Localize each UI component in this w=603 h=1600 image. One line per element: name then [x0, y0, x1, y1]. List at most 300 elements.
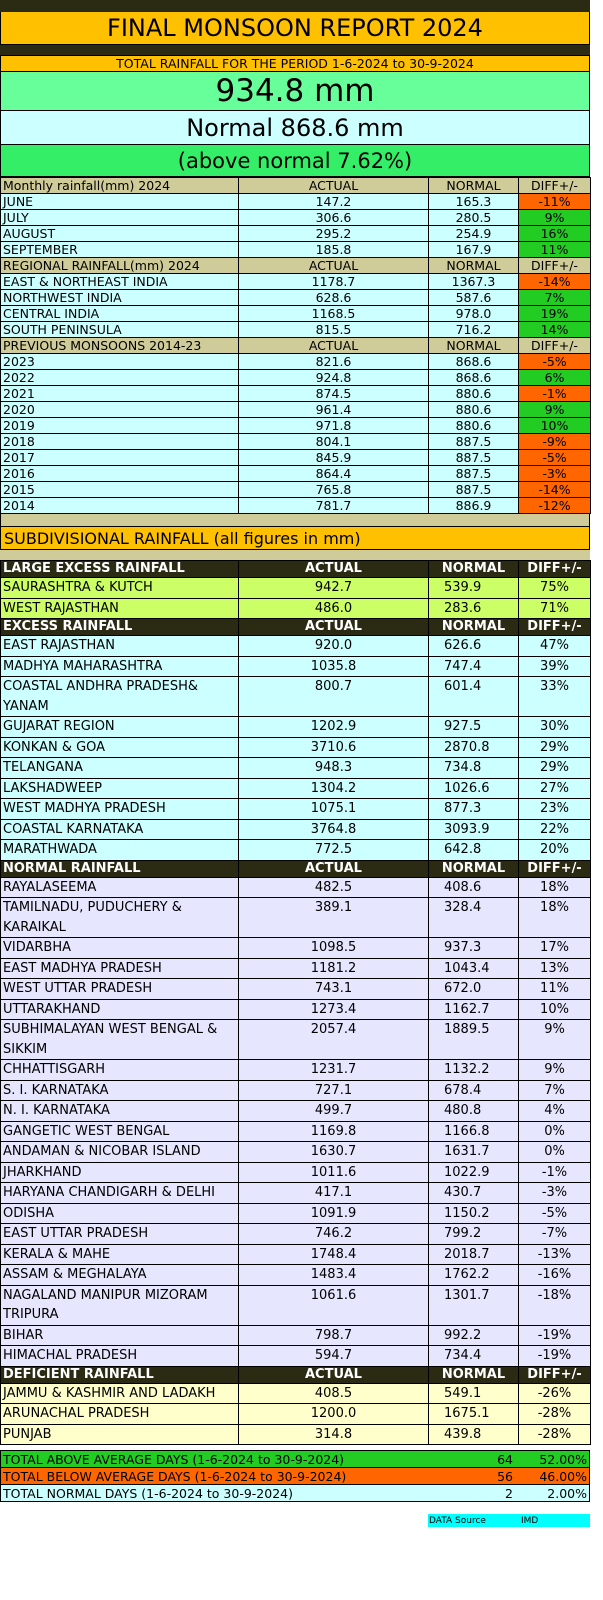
- value-cell: 880.6: [429, 418, 519, 434]
- value-cell: 587.6: [429, 290, 519, 306]
- value-cell: 868.6: [429, 370, 519, 386]
- value-cell: 1630.7: [239, 1142, 429, 1163]
- value-cell: 328.4: [429, 898, 519, 938]
- value-cell: 314.8: [239, 1424, 429, 1445]
- regional-header-cell: ACTUAL: [239, 258, 429, 274]
- previous-header-cell: ACTUAL: [239, 338, 429, 354]
- monthly-header-row: [1, 178, 591, 194]
- diff-cell: -1%: [519, 386, 591, 402]
- regional-header-cell: DIFF+/-: [519, 258, 591, 274]
- previous-row: [1, 402, 591, 418]
- value-cell: 408.6: [429, 877, 519, 898]
- regional-row-label: NORTHWEST INDIA: [1, 290, 239, 306]
- value-cell: 3710.6: [239, 737, 429, 758]
- value-cell: 798.7: [239, 1325, 429, 1346]
- category-header-cell: ACTUAL: [239, 561, 429, 578]
- diff-cell: 4%: [519, 1101, 591, 1122]
- value-cell: 1231.7: [239, 1060, 429, 1081]
- category-header-row: [1, 619, 591, 636]
- subdivision-name: SUBHIMALAYAN WEST BENGAL & SIKKIM: [1, 1020, 239, 1060]
- days-row: [0, 1450, 590, 1468]
- value-cell: 937.3: [429, 938, 519, 959]
- subdivision-row: [1, 636, 591, 657]
- value-cell: 594.7: [239, 1346, 429, 1367]
- previous-row: [1, 418, 591, 434]
- category-header-row: [1, 860, 591, 877]
- category-header-cell: DIFF+/-: [519, 619, 591, 636]
- diff-cell: 13%: [519, 958, 591, 979]
- subdivision-row: [1, 1162, 591, 1183]
- diff-cell: 75%: [519, 578, 591, 599]
- diff-cell: 47%: [519, 636, 591, 657]
- previous-row-label: 2021: [1, 386, 239, 402]
- subdivision-row: [1, 938, 591, 959]
- subdivision-name: EAST MADHYA PRADESH: [1, 958, 239, 979]
- subdivision-row: [1, 677, 591, 717]
- subdivision-name: VIDARBHA: [1, 938, 239, 959]
- subdivision-row: [1, 1203, 591, 1224]
- value-cell: 886.9: [429, 498, 519, 514]
- value-cell: 924.8: [239, 370, 429, 386]
- subdivision-row: [1, 598, 591, 619]
- value-cell: 1022.9: [429, 1162, 519, 1183]
- regional-row-label: SOUTH PENINSULA: [1, 322, 239, 338]
- diff-cell: 33%: [519, 677, 591, 717]
- regional-row: [1, 322, 591, 338]
- diff-cell: -13%: [519, 1244, 591, 1265]
- value-cell: 185.8: [239, 242, 429, 258]
- value-cell: 880.6: [429, 402, 519, 418]
- category-header-cell: ACTUAL: [239, 619, 429, 636]
- subdivision-name: CHHATTISGARH: [1, 1060, 239, 1081]
- value-cell: 772.5: [239, 840, 429, 861]
- subdivision-row: [1, 877, 591, 898]
- diff-cell: -19%: [519, 1346, 591, 1367]
- value-cell: 2870.8: [429, 737, 519, 758]
- subdivision-row: [1, 1020, 591, 1060]
- value-cell: 978.0: [429, 306, 519, 322]
- value-cell: 1132.2: [429, 1060, 519, 1081]
- value-cell: 804.1: [239, 434, 429, 450]
- previous-row: [1, 482, 591, 498]
- diff-cell: 16%: [519, 226, 591, 242]
- monthly-header-cell: DIFF+/-: [519, 178, 591, 194]
- diff-cell: -7%: [519, 1224, 591, 1245]
- monthly-row-label: AUGUST: [1, 226, 239, 242]
- value-cell: 868.6: [429, 354, 519, 370]
- subdivision-name: ASSAM & MEGHALAYA: [1, 1265, 239, 1286]
- divider: [0, 45, 590, 55]
- days-label: TOTAL NORMAL DAYS (1-6-2024 to 30-9-2024): [3, 1485, 293, 1501]
- previous-row: [1, 498, 591, 514]
- value-cell: 280.5: [429, 210, 519, 226]
- summary-table: [0, 177, 591, 514]
- regional-header-cell: NORMAL: [429, 258, 519, 274]
- subdivision-row: [1, 737, 591, 758]
- value-cell: 480.8: [429, 1101, 519, 1122]
- value-cell: 1748.4: [239, 1244, 429, 1265]
- monthly-row-label: SEPTEMBER: [1, 242, 239, 258]
- previous-row: [1, 370, 591, 386]
- previous-header-cell: DIFF+/-: [519, 338, 591, 354]
- regional-header-cell: REGIONAL RAINFALL(mm) 2024: [1, 258, 239, 274]
- subdivisional-table: [0, 560, 591, 1445]
- previous-header-cell: NORMAL: [429, 338, 519, 354]
- subdivision-row: [1, 1404, 591, 1425]
- diff-cell: 29%: [519, 758, 591, 779]
- subdivision-name: KONKAN & GOA: [1, 737, 239, 758]
- diff-cell: -9%: [519, 434, 591, 450]
- value-cell: 672.0: [429, 979, 519, 1000]
- total-rainfall: 934.8 mm: [0, 72, 590, 111]
- value-cell: 417.1: [239, 1183, 429, 1204]
- value-cell: 948.3: [239, 758, 429, 779]
- top-bar: [0, 0, 590, 12]
- value-cell: 1166.8: [429, 1121, 519, 1142]
- monthly-header-cell: Monthly rainfall(mm) 2024: [1, 178, 239, 194]
- subdivision-name: HIMACHAL PRADESH: [1, 1346, 239, 1367]
- value-cell: 1367.3: [429, 274, 519, 290]
- category-header-cell: NORMAL RAINFALL: [1, 860, 239, 877]
- value-cell: 2018.7: [429, 1244, 519, 1265]
- previous-row-label: 2017: [1, 450, 239, 466]
- value-cell: 1169.8: [239, 1121, 429, 1142]
- page-title: FINAL MONSOON REPORT 2024: [0, 12, 590, 45]
- data-source-value: IMD: [521, 1515, 539, 1526]
- value-cell: 1178.7: [239, 274, 429, 290]
- diff-cell: -1%: [519, 1162, 591, 1183]
- monthly-header-cell: ACTUAL: [239, 178, 429, 194]
- value-cell: 165.3: [429, 194, 519, 210]
- data-source: [428, 1514, 590, 1527]
- value-cell: 1061.6: [239, 1285, 429, 1325]
- monthly-row: [1, 242, 591, 258]
- previous-header-cell: PREVIOUS MONSOONS 2014-23: [1, 338, 239, 354]
- category-header-cell: LARGE EXCESS RAINFALL: [1, 561, 239, 578]
- subdivision-name: BIHAR: [1, 1325, 239, 1346]
- value-cell: 1026.6: [429, 778, 519, 799]
- previous-row-label: 2019: [1, 418, 239, 434]
- value-cell: 845.9: [239, 450, 429, 466]
- previous-row-label: 2022: [1, 370, 239, 386]
- value-cell: 549.1: [429, 1383, 519, 1404]
- subdivision-name: COASTAL KARNATAKA: [1, 819, 239, 840]
- subdivision-row: [1, 717, 591, 738]
- category-header-cell: ACTUAL: [239, 860, 429, 877]
- category-header-cell: NORMAL: [429, 561, 519, 578]
- value-cell: 747.4: [429, 656, 519, 677]
- subdivision-name: GUJARAT REGION: [1, 717, 239, 738]
- value-cell: 1301.7: [429, 1285, 519, 1325]
- diff-cell: 14%: [519, 322, 591, 338]
- previous-row-label: 2014: [1, 498, 239, 514]
- subdivision-row: [1, 578, 591, 599]
- diff-cell: 29%: [519, 737, 591, 758]
- value-cell: 1043.4: [429, 958, 519, 979]
- monthly-row-label: JULY: [1, 210, 239, 226]
- subdivisional-title: SUBDIVISIONAL RAINFALL (all figures in mm): [0, 526, 590, 550]
- previous-row: [1, 434, 591, 450]
- value-cell: 389.1: [239, 898, 429, 938]
- subdivision-row: [1, 1080, 591, 1101]
- value-cell: 486.0: [239, 598, 429, 619]
- value-cell: 439.8: [429, 1424, 519, 1445]
- spacer: [0, 514, 590, 526]
- subdivision-name: LAKSHADWEEP: [1, 778, 239, 799]
- subdivision-name: JAMMU & KASHMIR AND LADAKH: [1, 1383, 239, 1404]
- previous-row-label: 2020: [1, 402, 239, 418]
- subdivision-name: ARUNACHAL PRADESH: [1, 1404, 239, 1425]
- above-normal: (above normal 7.62%): [0, 145, 590, 177]
- subdivision-name: TELANGANA: [1, 758, 239, 779]
- regional-row: [1, 290, 591, 306]
- diff-cell: -12%: [519, 498, 591, 514]
- value-cell: 1011.6: [239, 1162, 429, 1183]
- value-cell: 734.8: [429, 758, 519, 779]
- subdivision-row: [1, 1325, 591, 1346]
- value-cell: 283.6: [429, 598, 519, 619]
- subdivision-name: S. I. KARNATAKA: [1, 1080, 239, 1101]
- category-header-cell: NORMAL: [429, 860, 519, 877]
- subdivision-row: [1, 1346, 591, 1367]
- diff-cell: 39%: [519, 656, 591, 677]
- value-cell: 482.5: [239, 877, 429, 898]
- diff-cell: -5%: [519, 354, 591, 370]
- value-cell: 765.8: [239, 482, 429, 498]
- diff-cell: 19%: [519, 306, 591, 322]
- value-cell: 642.8: [429, 840, 519, 861]
- category-header-cell: DIFF+/-: [519, 561, 591, 578]
- subdivision-name: PUNJAB: [1, 1424, 239, 1445]
- subdivision-name: KERALA & MAHE: [1, 1244, 239, 1265]
- diff-cell: 7%: [519, 290, 591, 306]
- data-source-label: DATA Source: [429, 1515, 486, 1526]
- value-cell: 3093.9: [429, 819, 519, 840]
- subdivision-name: ODISHA: [1, 1203, 239, 1224]
- regional-row-label: CENTRAL INDIA: [1, 306, 239, 322]
- value-cell: 1075.1: [239, 799, 429, 820]
- subdivision-name: WEST RAJASTHAN: [1, 598, 239, 619]
- diff-cell: -16%: [519, 1265, 591, 1286]
- value-cell: 971.8: [239, 418, 429, 434]
- value-cell: 678.4: [429, 1080, 519, 1101]
- subdivision-row: [1, 778, 591, 799]
- value-cell: 942.7: [239, 578, 429, 599]
- value-cell: 727.1: [239, 1080, 429, 1101]
- value-cell: 887.5: [429, 482, 519, 498]
- value-cell: 877.3: [429, 799, 519, 820]
- value-cell: 254.9: [429, 226, 519, 242]
- diff-cell: 18%: [519, 898, 591, 938]
- value-cell: 920.0: [239, 636, 429, 657]
- value-cell: 961.4: [239, 402, 429, 418]
- subdivision-row: [1, 1060, 591, 1081]
- diff-cell: 71%: [519, 598, 591, 619]
- monthly-row: [1, 226, 591, 242]
- diff-cell: 11%: [519, 242, 591, 258]
- subdivision-row: [1, 979, 591, 1000]
- subdivision-name: RAYALASEEMA: [1, 877, 239, 898]
- subdivision-row: [1, 1121, 591, 1142]
- diff-cell: 27%: [519, 778, 591, 799]
- value-cell: 1483.4: [239, 1265, 429, 1286]
- diff-cell: -5%: [519, 450, 591, 466]
- value-cell: 1304.2: [239, 778, 429, 799]
- value-cell: 499.7: [239, 1101, 429, 1122]
- previous-row: [1, 386, 591, 402]
- days-row: [0, 1468, 590, 1485]
- diff-cell: 30%: [519, 717, 591, 738]
- subdivision-name: NAGALAND MANIPUR MIZORAM TRIPURA: [1, 1285, 239, 1325]
- subdivision-row: [1, 1383, 591, 1404]
- regional-row: [1, 274, 591, 290]
- value-cell: 295.2: [239, 226, 429, 242]
- value-cell: 1181.2: [239, 958, 429, 979]
- diff-cell: 17%: [519, 938, 591, 959]
- value-cell: 781.7: [239, 498, 429, 514]
- days-summary: [0, 1450, 590, 1502]
- value-cell: 1098.5: [239, 938, 429, 959]
- category-header-cell: DIFF+/-: [519, 860, 591, 877]
- days-count: 2: [505, 1485, 513, 1501]
- value-cell: 628.6: [239, 290, 429, 306]
- value-cell: 1202.9: [239, 717, 429, 738]
- previous-row: [1, 354, 591, 370]
- value-cell: 3764.8: [239, 819, 429, 840]
- diff-cell: -26%: [519, 1383, 591, 1404]
- diff-cell: 9%: [519, 1060, 591, 1081]
- category-header-cell: NORMAL: [429, 619, 519, 636]
- previous-header-row: [1, 338, 591, 354]
- diff-cell: 20%: [519, 840, 591, 861]
- previous-row-label: 2016: [1, 466, 239, 482]
- previous-row: [1, 466, 591, 482]
- subdivision-row: [1, 840, 591, 861]
- value-cell: 539.9: [429, 578, 519, 599]
- value-cell: 734.4: [429, 1346, 519, 1367]
- subdivision-row: [1, 799, 591, 820]
- value-cell: 992.2: [429, 1325, 519, 1346]
- subdivision-name: COASTAL ANDHRA PRADESH& YANAM: [1, 677, 239, 717]
- subdivision-row: [1, 1265, 591, 1286]
- subdivision-row: [1, 1244, 591, 1265]
- category-header-row: [1, 561, 591, 578]
- subdivision-name: WEST MADHYA PRADESH: [1, 799, 239, 820]
- subdivision-name: UTTARAKHAND: [1, 999, 239, 1020]
- diff-cell: 18%: [519, 877, 591, 898]
- monthly-row: [1, 210, 591, 226]
- monthly-row-label: JUNE: [1, 194, 239, 210]
- diff-cell: 9%: [519, 402, 591, 418]
- diff-cell: 22%: [519, 819, 591, 840]
- value-cell: 1162.7: [429, 999, 519, 1020]
- subdivision-name: MARATHWADA: [1, 840, 239, 861]
- subdivision-row: [1, 898, 591, 938]
- value-cell: 887.5: [429, 434, 519, 450]
- subdivision-name: HARYANA CHANDIGARH & DELHI: [1, 1183, 239, 1204]
- diff-cell: -14%: [519, 482, 591, 498]
- regional-row-label: EAST & NORTHEAST INDIA: [1, 274, 239, 290]
- value-cell: 1762.2: [429, 1265, 519, 1286]
- category-header-cell: DEFICIENT RAINFALL: [1, 1366, 239, 1383]
- value-cell: 1200.0: [239, 1404, 429, 1425]
- monthly-row: [1, 194, 591, 210]
- diff-cell: -18%: [519, 1285, 591, 1325]
- subdivision-name: EAST RAJASTHAN: [1, 636, 239, 657]
- subdivision-name: TAMILNADU, PUDUCHERY & KARAIKAL: [1, 898, 239, 938]
- value-cell: 167.9: [429, 242, 519, 258]
- diff-cell: 9%: [519, 210, 591, 226]
- diff-cell: -3%: [519, 466, 591, 482]
- value-cell: 626.6: [429, 636, 519, 657]
- days-count: 64: [497, 1451, 513, 1467]
- category-header-cell: ACTUAL: [239, 1366, 429, 1383]
- category-header-cell: EXCESS RAINFALL: [1, 619, 239, 636]
- subdivision-row: [1, 1183, 591, 1204]
- value-cell: 815.5: [239, 322, 429, 338]
- value-cell: 430.7: [429, 1183, 519, 1204]
- subdivision-row: [1, 819, 591, 840]
- days-label: TOTAL BELOW AVERAGE DAYS (1-6-2024 to 30-9-2024): [3, 1468, 347, 1484]
- diff-cell: -5%: [519, 1203, 591, 1224]
- days-row: [0, 1485, 590, 1502]
- subdivision-name: ANDAMAN & NICOBAR ISLAND: [1, 1142, 239, 1163]
- category-header-cell: NORMAL: [429, 1366, 519, 1383]
- diff-cell: 0%: [519, 1142, 591, 1163]
- value-cell: 1273.4: [239, 999, 429, 1020]
- subdivision-name: SAURASHTRA & KUTCH: [1, 578, 239, 599]
- previous-row-label: 2015: [1, 482, 239, 498]
- diff-cell: 6%: [519, 370, 591, 386]
- value-cell: 743.1: [239, 979, 429, 1000]
- diff-cell: -19%: [519, 1325, 591, 1346]
- subdivision-row: [1, 1142, 591, 1163]
- value-cell: 821.6: [239, 354, 429, 370]
- subdivision-row: [1, 1285, 591, 1325]
- value-cell: 1675.1: [429, 1404, 519, 1425]
- monthly-header-cell: NORMAL: [429, 178, 519, 194]
- diff-cell: 11%: [519, 979, 591, 1000]
- divider: [0, 550, 590, 560]
- value-cell: 927.5: [429, 717, 519, 738]
- diff-cell: 10%: [519, 999, 591, 1020]
- subdivision-name: GANGETIC WEST BENGAL: [1, 1121, 239, 1142]
- previous-row-label: 2023: [1, 354, 239, 370]
- category-header-row: [1, 1366, 591, 1383]
- subdivision-row: [1, 999, 591, 1020]
- subdivision-name: EAST UTTAR PRADESH: [1, 1224, 239, 1245]
- diff-cell: 10%: [519, 418, 591, 434]
- value-cell: 880.6: [429, 386, 519, 402]
- regional-row: [1, 306, 591, 322]
- subdivision-row: [1, 958, 591, 979]
- value-cell: 1150.2: [429, 1203, 519, 1224]
- diff-cell: -11%: [519, 194, 591, 210]
- subdivision-name: N. I. KARNATAKA: [1, 1101, 239, 1122]
- value-cell: 1889.5: [429, 1020, 519, 1060]
- value-cell: 306.6: [239, 210, 429, 226]
- value-cell: 1091.9: [239, 1203, 429, 1224]
- category-header-cell: DIFF+/-: [519, 1366, 591, 1383]
- diff-cell: -14%: [519, 274, 591, 290]
- value-cell: 147.2: [239, 194, 429, 210]
- value-cell: 874.5: [239, 386, 429, 402]
- subdivision-name: MADHYA MAHARASHTRA: [1, 656, 239, 677]
- value-cell: 746.2: [239, 1224, 429, 1245]
- previous-row: [1, 450, 591, 466]
- subdivision-row: [1, 1424, 591, 1445]
- value-cell: 2057.4: [239, 1020, 429, 1060]
